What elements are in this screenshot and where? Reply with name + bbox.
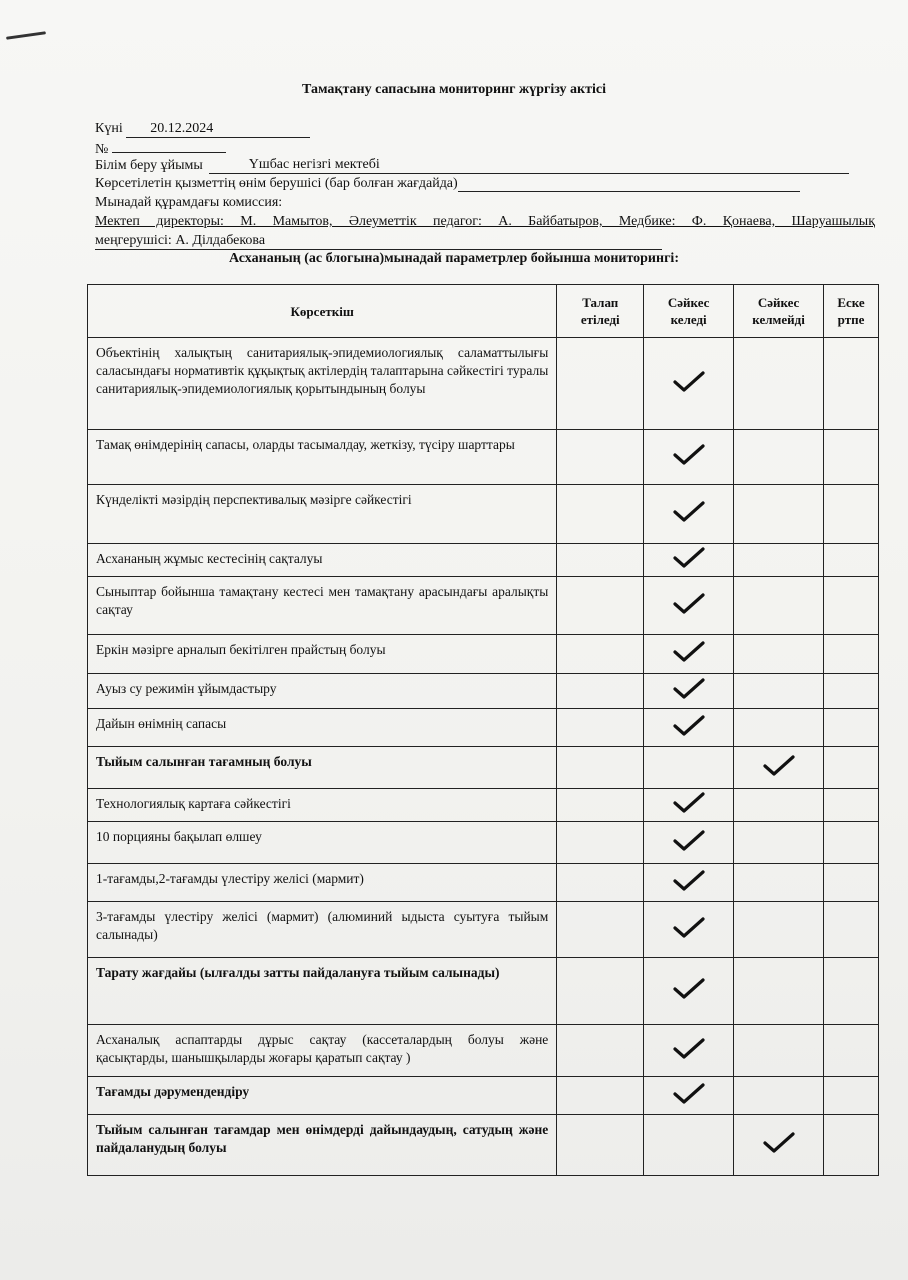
org-value: Үшбас негізгі мектебі	[209, 156, 849, 174]
note-cell	[824, 674, 879, 709]
checkmark-icon	[672, 1037, 706, 1061]
header-not-matches	[734, 285, 824, 338]
not-matches-cell	[734, 1115, 824, 1176]
required-cell	[557, 674, 644, 709]
note-cell	[824, 822, 879, 864]
not-matches-cell	[734, 1077, 824, 1115]
header-note-line-1: Еске	[837, 295, 865, 310]
note-cell	[824, 635, 879, 674]
table-row	[88, 577, 879, 635]
provider-label: Көрсетілетін қызметтің өнім берушісі (бар болған жағдайда)	[95, 176, 458, 191]
not-matches-cell	[734, 430, 824, 485]
matches-cell	[644, 577, 734, 635]
checkmark-icon	[672, 592, 706, 616]
indicator-cell: 1-тағамды,2-тағамды үлестіру желісі (мармит)	[88, 864, 557, 902]
indicator-cell: Тыйым салынған тағамдар мен өнімдерді дайындаудың, сатудың және пайдаланудың болуы	[88, 1115, 557, 1176]
table-row	[88, 1077, 879, 1115]
document-title: Тамақтану сапасына мониторинг жүргізу актісі	[302, 82, 606, 97]
matches-cell	[644, 544, 734, 577]
required-cell	[557, 1025, 644, 1077]
header-required-line-1: Талап	[582, 295, 619, 310]
number-row	[95, 138, 875, 158]
checkmark-icon	[672, 640, 706, 664]
required-cell	[557, 430, 644, 485]
header-not-matches-line-2: келмейді	[752, 312, 805, 327]
indicator-cell: Күнделікті мәзірдің перспективалық мәзірге сәйкестігі	[88, 485, 557, 544]
not-matches-cell	[734, 864, 824, 902]
indicator-cell: Дайын өнімнің сапасы	[88, 709, 557, 747]
matches-cell	[644, 958, 734, 1025]
date-label: Күні	[95, 121, 123, 136]
monitoring-table	[87, 284, 879, 1176]
matches-cell	[644, 902, 734, 958]
table-row	[88, 747, 879, 789]
header-matches-line-2: келеді	[670, 312, 707, 327]
table-row	[88, 485, 879, 544]
checkmark-icon	[762, 1131, 796, 1155]
header-matches	[644, 285, 734, 338]
org-row	[95, 156, 875, 174]
matches-cell	[644, 430, 734, 485]
table-row	[88, 674, 879, 709]
not-matches-cell	[734, 789, 824, 822]
not-matches-cell	[734, 577, 824, 635]
required-cell	[557, 747, 644, 789]
note-cell	[824, 1025, 879, 1077]
checkmark-icon	[672, 829, 706, 853]
not-matches-cell	[734, 958, 824, 1025]
checkmark-icon	[762, 754, 796, 778]
note-cell	[824, 1077, 879, 1115]
required-cell	[557, 902, 644, 958]
note-cell	[824, 958, 879, 1025]
note-cell	[824, 577, 879, 635]
matches-cell	[644, 709, 734, 747]
header-indicator: Көрсеткіш	[88, 285, 557, 338]
matches-cell	[644, 1077, 734, 1115]
table-subtitle: Асхананың (ас блогына)мынадай параметрлер бойынша мониторингі:	[229, 251, 679, 266]
indicator-cell: Сыныптар бойынша тамақтану кестесі мен тамақтану арасындағы аралықты сақтау	[88, 577, 557, 635]
indicator-cell: Тыйым салынған тағамның болуы	[88, 747, 557, 789]
table-row	[88, 902, 879, 958]
table-row	[88, 1115, 879, 1176]
indicator-cell: 10 порцияны бақылап өлшеу	[88, 822, 557, 864]
matches-cell	[644, 674, 734, 709]
not-matches-cell	[734, 674, 824, 709]
header-required	[557, 285, 644, 338]
note-cell	[824, 789, 879, 822]
matches-cell	[644, 485, 734, 544]
indicator-cell: Объектінің халықтың санитариялық-эпидемиологиялық саламаттылығы саласындағы нормативтік құқықтық актілердің талаптарына сәйкестігі туралы санитариялық-эпидемиологиялық қорытындының болуы	[88, 338, 557, 430]
note-cell	[824, 709, 879, 747]
date-value: 20.12.2024	[126, 120, 310, 138]
checkmark-icon	[672, 443, 706, 467]
note-cell	[824, 747, 879, 789]
indicator-cell: Асхананың жұмыс кестесінің сақталуы	[88, 544, 557, 577]
org-label: Білім беру ұйымы	[95, 158, 203, 173]
not-matches-cell	[734, 338, 824, 430]
required-cell	[557, 485, 644, 544]
checkmark-icon	[672, 977, 706, 1001]
table-row	[88, 338, 879, 430]
header-matches-line-1: Сәйкес	[667, 295, 710, 310]
indicator-cell: Еркін мәзірге арналып бекітілген прайстың болуы	[88, 635, 557, 674]
indicator-cell: 3-тағамды үлестіру желісі (мармит) (алюминий ыдыста суытуға тыйым салынады)	[88, 902, 557, 958]
not-matches-cell	[734, 1025, 824, 1077]
required-cell	[557, 822, 644, 864]
checkmark-icon	[672, 546, 706, 570]
required-cell	[557, 958, 644, 1025]
required-cell	[557, 709, 644, 747]
not-matches-cell	[734, 635, 824, 674]
commission-label: Мынадай құрамдағы комиссия:	[95, 195, 283, 210]
indicator-cell: Тағамды дәрумендендіру	[88, 1077, 557, 1115]
indicator-cell: Тарату жағдайы (ылғалды затты пайдалануға тыйым салынады)	[88, 958, 557, 1025]
checkmark-icon	[672, 500, 706, 524]
note-cell	[824, 338, 879, 430]
not-matches-cell	[734, 747, 824, 789]
matches-cell	[644, 338, 734, 430]
required-cell	[557, 544, 644, 577]
table-body	[88, 338, 879, 1176]
indicator-cell: Тамақ өнімдерінің сапасы, оларды тасымалдау, жеткізу, түсіру шарттары	[88, 430, 557, 485]
matches-cell	[644, 635, 734, 674]
table-row	[88, 789, 879, 822]
not-matches-cell	[734, 822, 824, 864]
table-row	[88, 709, 879, 747]
number-label: №	[95, 142, 109, 157]
note-cell	[824, 544, 879, 577]
matches-cell	[644, 822, 734, 864]
table-row	[88, 635, 879, 674]
matches-cell	[644, 1025, 734, 1077]
not-matches-cell	[734, 544, 824, 577]
required-cell	[557, 635, 644, 674]
note-cell	[824, 485, 879, 544]
indicator-cell: Асханалық аспаптарды дұрыс сақтау (кассеталардың болуы және қасықтарды, шанышқыларды жоғары қаратып сақтау )	[88, 1025, 557, 1077]
commission-line-1: Мектеп директоры: М. Мамытов, Әлеуметтік педагог: А. Байбатыров, Медбике: Ф. Қонаева, Шаруашылық	[95, 214, 875, 229]
pen-mark	[6, 31, 46, 40]
checkmark-icon	[672, 714, 706, 738]
table-row	[88, 430, 879, 485]
header-not-matches-line-1: Сәйкес	[757, 295, 800, 310]
commission-line-2-row	[95, 232, 875, 250]
matches-cell	[644, 747, 734, 789]
note-cell	[824, 902, 879, 958]
checkmark-icon	[672, 916, 706, 940]
table-row	[88, 958, 879, 1025]
checkmark-icon	[672, 370, 706, 394]
required-cell	[557, 1077, 644, 1115]
matches-cell	[644, 864, 734, 902]
matches-cell	[644, 1115, 734, 1176]
checkmark-icon	[672, 1082, 706, 1106]
required-cell	[557, 864, 644, 902]
required-cell	[557, 1115, 644, 1176]
note-cell	[824, 430, 879, 485]
provider-blank	[458, 177, 800, 192]
required-cell	[557, 789, 644, 822]
table-row	[88, 544, 879, 577]
checkmark-icon	[672, 677, 706, 701]
note-cell	[824, 864, 879, 902]
number-blank	[112, 138, 226, 153]
table-row	[88, 1025, 879, 1077]
header-required-line-2: етіледі	[580, 312, 620, 327]
required-cell	[557, 577, 644, 635]
not-matches-cell	[734, 485, 824, 544]
not-matches-cell	[734, 709, 824, 747]
checkmark-icon	[672, 869, 706, 893]
table-row	[88, 822, 879, 864]
note-cell	[824, 1115, 879, 1176]
checkmark-icon	[672, 791, 706, 815]
header-note-line-2: ртпе	[837, 312, 865, 327]
indicator-cell: Ауыз су режимін ұйымдастыру	[88, 674, 557, 709]
not-matches-cell	[734, 902, 824, 958]
matches-cell	[644, 789, 734, 822]
indicator-cell: Технологиялық картаға сәйкестігі	[88, 789, 557, 822]
commission-line-2: меңгерушісі: А. Ділдабекова	[95, 232, 662, 250]
provider-row	[95, 175, 875, 192]
header-note	[824, 285, 879, 338]
table-header-row	[88, 285, 879, 338]
date-row	[95, 120, 875, 138]
required-cell	[557, 338, 644, 430]
table-row	[88, 864, 879, 902]
